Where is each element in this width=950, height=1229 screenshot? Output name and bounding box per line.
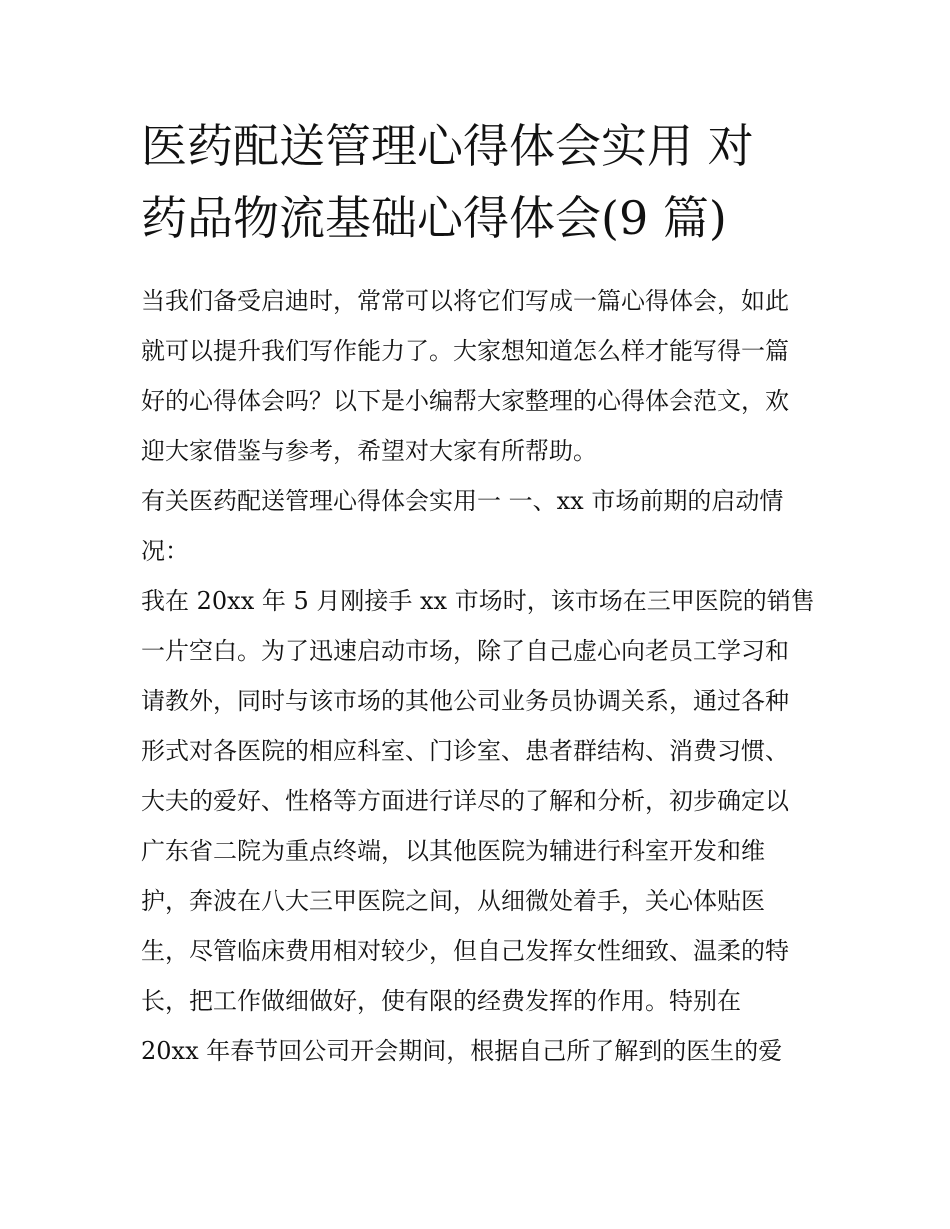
text-line: 广东省二院为重点终端，以其他医院为辅进行科室开发和维 bbox=[141, 837, 765, 865]
text-line: 请教外，同时与该市场的其他公司业务员协调关系，通过各种 bbox=[141, 687, 789, 715]
text-line: 形式对各医院的相应科室、门诊室、患者群结构、消费习惯、 bbox=[141, 737, 789, 765]
document-body bbox=[141, 110, 813, 1076]
section-heading-paragraph bbox=[141, 476, 813, 576]
text-line: 我在 20xx 年 5 月刚接手 xx 市场时，该市场在三甲医院的销售 bbox=[141, 587, 815, 615]
text-line: 有关医药配送管理心得体会实用一 一、xx 市场前期的启动情 bbox=[141, 487, 784, 515]
text-line: 一片空白。为了迅速启动市场，除了自己虚心向老员工学习和 bbox=[141, 637, 789, 665]
text-line: 况： bbox=[141, 537, 189, 565]
body-paragraph bbox=[141, 576, 813, 1076]
document-title bbox=[141, 110, 813, 254]
text-line: 生，尽管临床费用相对较少，但自己发挥女性细致、温柔的特 bbox=[141, 937, 789, 965]
text-line: 好的心得体会吗？以下是小编帮大家整理的心得体会范文，欢 bbox=[141, 387, 789, 415]
text-line: 就可以提升我们写作能力了。大家想知道怎么样才能写得一篇 bbox=[141, 337, 789, 365]
text-line: 大夫的爱好、性格等方面进行详尽的了解和分析，初步确定以 bbox=[141, 787, 789, 815]
text-line: 长，把工作做细做好，使有限的经费发挥的作用。特别在 bbox=[141, 987, 741, 1015]
text-line: 护，奔波在八大三甲医院之间，从细微处着手，关心体贴医 bbox=[141, 887, 765, 915]
text-line: 迎大家借鉴与参考，希望对大家有所帮助。 bbox=[141, 437, 597, 465]
text-line: 当我们备受启迪时，常常可以将它们写成一篇心得体会，如此 bbox=[141, 287, 789, 315]
title-line: 医药配送管理心得体会实用 对 bbox=[141, 119, 754, 173]
title-line: 药品物流基础心得体会(9 篇) bbox=[141, 191, 727, 245]
intro-paragraph bbox=[141, 276, 813, 476]
text-line: 20xx 年春节回公司开会期间，根据自己所了解到的医生的爱 bbox=[141, 1037, 783, 1065]
